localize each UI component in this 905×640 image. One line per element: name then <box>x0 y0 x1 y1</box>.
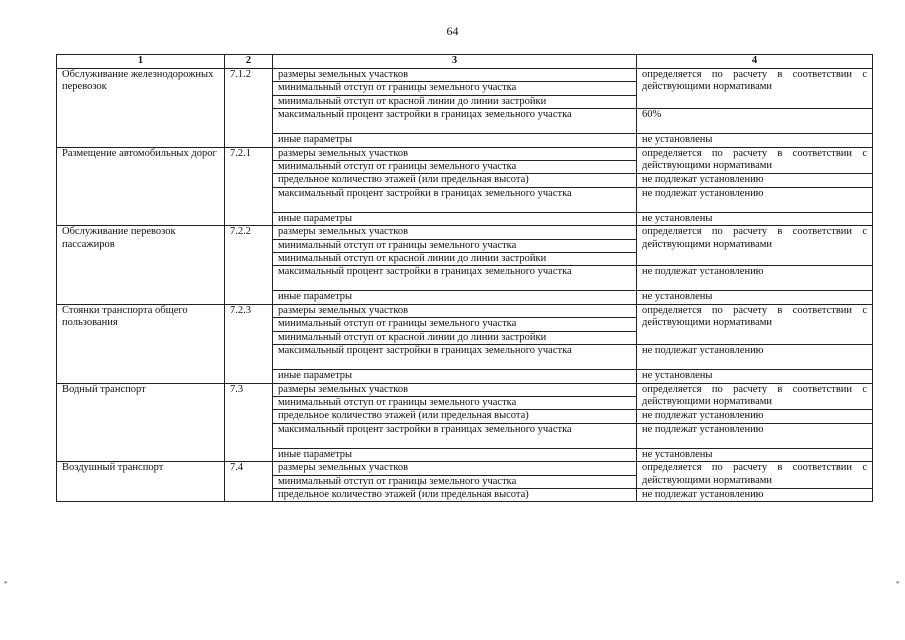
use-type-name: Водный транспорт <box>57 383 225 462</box>
parameter-name: размеры земельных участков <box>273 226 637 239</box>
column-header: 4 <box>637 55 873 69</box>
parameter-value: не установлены <box>637 134 873 147</box>
parameter-name: минимальный отступ от красной линии до линии застройки <box>273 95 637 108</box>
parameter-name: предельное количество этажей (или предельная высота) <box>273 174 637 187</box>
parameter-name: иные параметры <box>273 448 637 461</box>
table-row <box>57 69 873 82</box>
parameter-name: иные параметры <box>273 291 637 304</box>
parameter-value: не подлежат установлению <box>637 488 873 501</box>
use-type-name: Обслуживание перевозок пассажиров <box>57 226 225 305</box>
parameter-value: не установлены <box>637 212 873 225</box>
use-type-code: 7.4 <box>225 462 273 502</box>
use-type-name: Обслуживание железнодорожных перевозок <box>57 69 225 148</box>
table-row <box>57 304 873 317</box>
parameter-name: максимальный процент застройки в границах земельного участка <box>273 345 637 370</box>
column-header: 1 <box>57 55 225 69</box>
use-type-code: 7.3 <box>225 383 273 462</box>
table-row <box>57 226 873 239</box>
parameter-value: не установлены <box>637 448 873 461</box>
parameter-name: минимальный отступ от границы земельного участка <box>273 239 637 252</box>
table-header-row <box>57 55 873 69</box>
parameter-name: размеры земельных участков <box>273 69 637 82</box>
parameter-value: не подлежат установлению <box>637 187 873 212</box>
parameter-name: минимальный отступ от границы земельного участка <box>273 396 637 409</box>
parameter-name: максимальный процент застройки в границах земельного участка <box>273 109 637 134</box>
parameter-value: определяется по расчету в соответствии с действующими нормативами <box>637 226 873 266</box>
parameter-name: максимальный процент застройки в границах земельного участка <box>273 266 637 291</box>
table-row <box>57 383 873 396</box>
parameter-name: размеры земельных участков <box>273 304 637 317</box>
scan-margin-mark-left: * <box>4 580 8 588</box>
scan-margin-mark-right: * <box>896 580 900 588</box>
parameter-name: минимальный отступ от границы земельного участка <box>273 475 637 488</box>
use-type-name: Стоянки транспорта общего пользования <box>57 304 225 383</box>
parameter-name: минимальный отступ от красной линии до линии застройки <box>273 331 637 344</box>
parameter-name: минимальный отступ от границы земельного участка <box>273 161 637 174</box>
column-header: 2 <box>225 55 273 69</box>
parameter-name: максимальный процент застройки в границах земельного участка <box>273 187 637 212</box>
parameter-value: определяется по расчету в соответствии с действующими нормативами <box>637 304 873 344</box>
parameter-value: не установлены <box>637 370 873 383</box>
table-row <box>57 147 873 160</box>
page-number: 64 <box>446 24 459 38</box>
parameter-name: размеры земельных участков <box>273 383 637 396</box>
regulations-table <box>56 54 873 502</box>
parameter-value: определяется по расчету в соответствии с действующими нормативами <box>637 69 873 109</box>
parameter-name: минимальный отступ от границы земельного участка <box>273 318 637 331</box>
use-type-name: Размещение автомобильных дорог <box>57 147 225 226</box>
use-type-name: Воздушный транспорт <box>57 462 225 502</box>
parameter-name: предельное количество этажей (или предельная высота) <box>273 488 637 501</box>
column-header: 3 <box>273 55 637 69</box>
parameter-value: определяется по расчету в соответствии с действующими нормативами <box>637 383 873 410</box>
parameter-name: предельное количество этажей (или предельная высота) <box>273 410 637 423</box>
parameter-value: не подлежат установлению <box>637 174 873 187</box>
parameter-value: 60% <box>637 109 873 134</box>
use-type-code: 7.2.2 <box>225 226 273 305</box>
parameter-value: определяется по расчету в соответствии с действующими нормативами <box>637 462 873 489</box>
parameter-name: размеры земельных участков <box>273 462 637 475</box>
parameter-value: определяется по расчету в соответствии с действующими нормативами <box>637 147 873 174</box>
parameter-name: иные параметры <box>273 134 637 147</box>
parameter-value: не установлены <box>637 291 873 304</box>
parameter-value: не подлежат установлению <box>637 345 873 370</box>
parameter-name: минимальный отступ от границы земельного участка <box>273 82 637 95</box>
parameter-name: иные параметры <box>273 370 637 383</box>
use-type-code: 7.2.1 <box>225 147 273 226</box>
parameter-value: не подлежат установлению <box>637 410 873 423</box>
parameter-name: максимальный процент застройки в границах земельного участка <box>273 423 637 448</box>
use-type-code: 7.2.3 <box>225 304 273 383</box>
parameter-name: иные параметры <box>273 212 637 225</box>
table-body <box>57 69 873 502</box>
parameter-value: не подлежат установлению <box>637 266 873 291</box>
parameter-name: размеры земельных участков <box>273 147 637 160</box>
table-row <box>57 462 873 475</box>
parameter-value: не подлежат установлению <box>637 423 873 448</box>
use-type-code: 7.1.2 <box>225 69 273 148</box>
parameter-name: минимальный отступ от красной линии до линии застройки <box>273 253 637 266</box>
